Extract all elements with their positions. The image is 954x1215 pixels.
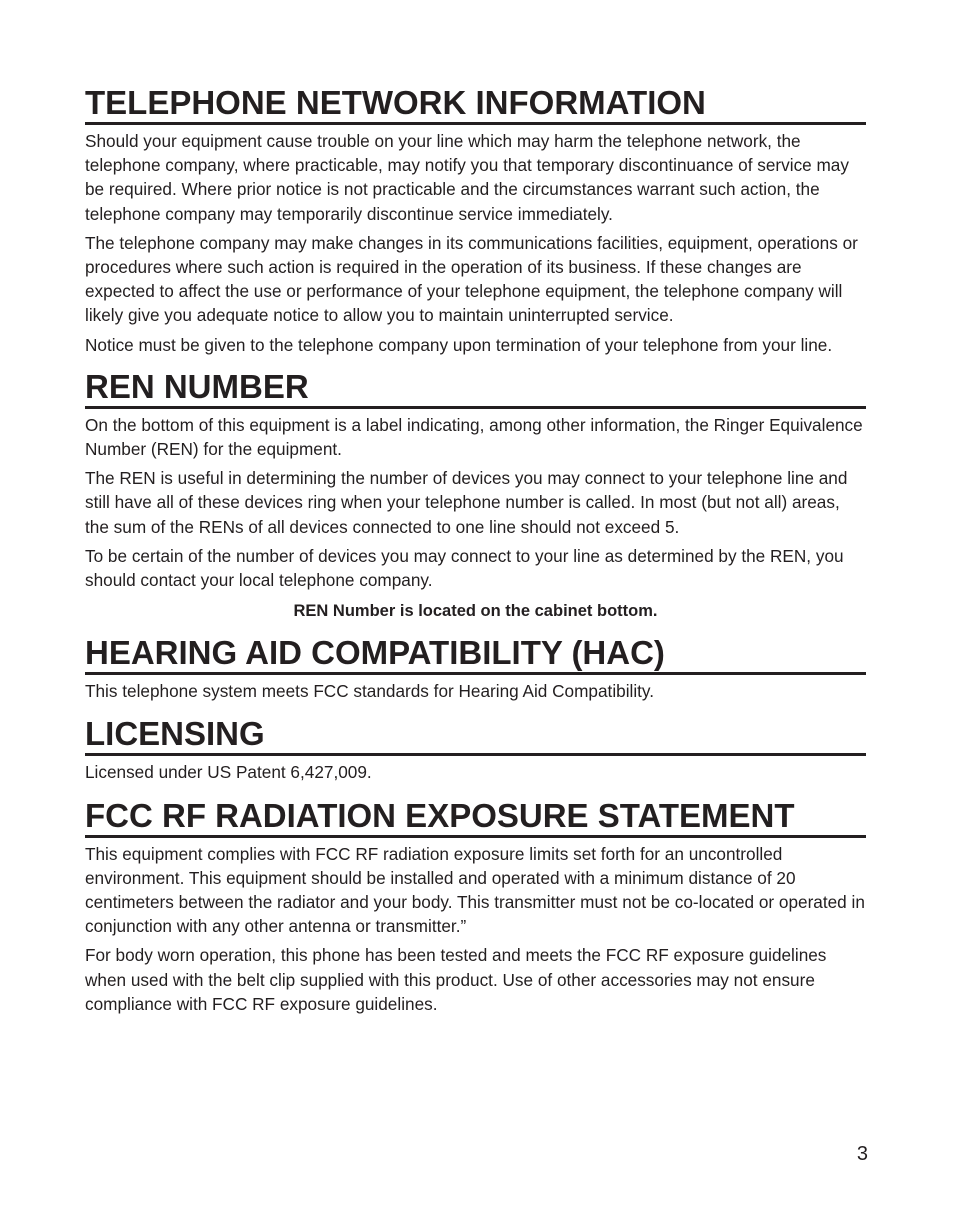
ren-location-note: REN Number is located on the cabinet bottom. xyxy=(293,602,658,621)
section-heading: HEARING AID COMPATIBILITY (HAC) xyxy=(85,634,866,675)
section-heading: TELEPHONE NETWORK INFORMATION xyxy=(85,84,866,125)
section-hearing-aid-compatibility xyxy=(85,634,866,703)
paragraph: On the bottom of this equipment is a label indicating, among other information, the Ringer Equivalence Number (REN) for the equipment. xyxy=(85,414,863,460)
document-page xyxy=(85,84,866,1016)
section-heading: LICENSING xyxy=(85,715,866,756)
section-telephone-network-information xyxy=(85,84,866,357)
section-heading: FCC RF RADIATION EXPOSURE STATEMENT xyxy=(85,797,866,838)
page-number: 3 xyxy=(856,1143,868,1165)
section-licensing xyxy=(85,715,866,784)
paragraph: Should your equipment cause trouble on your line which may harm the telephone network, the telephone company, where practicable, may notify you that temporary discontinuance of service may be required. Where prior notice is not practicable and the circumstances warrant such action, the telephone company may temporarily discontinue service immediately. xyxy=(85,131,849,224)
paragraph: Notice must be given to the telephone company upon termination of your telephone from your line. xyxy=(85,334,833,355)
paragraph: For body worn operation, this phone has been tested and meets the FCC RF exposure guidelines when used with the belt clip supplied with this product. Use of other accessories may not ensure compliance with FCC RF exposure guidelines. xyxy=(85,945,827,1014)
section-heading: REN NUMBER xyxy=(85,368,866,409)
paragraph: This telephone system meets FCC standards for Hearing Aid Compatibility. xyxy=(85,681,655,702)
section-ren-number xyxy=(85,368,866,622)
section-fcc-rf-radiation-exposure xyxy=(85,797,866,1016)
paragraph: To be certain of the number of devices you may connect to your line as determined by the REN, you should contact your local telephone company. xyxy=(85,545,844,591)
paragraph: The REN is useful in determining the number of devices you may connect to your telephone line and still have all of these devices ring when your telephone number is called. In most (but not all) areas, the sum of the RENs of all devices connected to one line should not exceed 5. xyxy=(85,468,848,537)
paragraph: This equipment complies with FCC RF radiation exposure limits set forth for an uncontrolled environment. This equipment should be installed and operated with a minimum distance of 20 centimeters between the radiator and your body. This transmitter must not be co-located or operated in conjunction with any other antenna or transmitter.” xyxy=(85,843,865,937)
paragraph: Licensed under US Patent 6,427,009. xyxy=(85,762,372,783)
paragraph: The telephone company may make changes in its communications facilities, equipment, operations or procedures where such action is required in the operation of its business. If these changes are expected to affect the use or performance of your telephone equipment, the telephone company will likely give you adequate notice to allow you to maintain uninterrupted service. xyxy=(85,232,858,326)
